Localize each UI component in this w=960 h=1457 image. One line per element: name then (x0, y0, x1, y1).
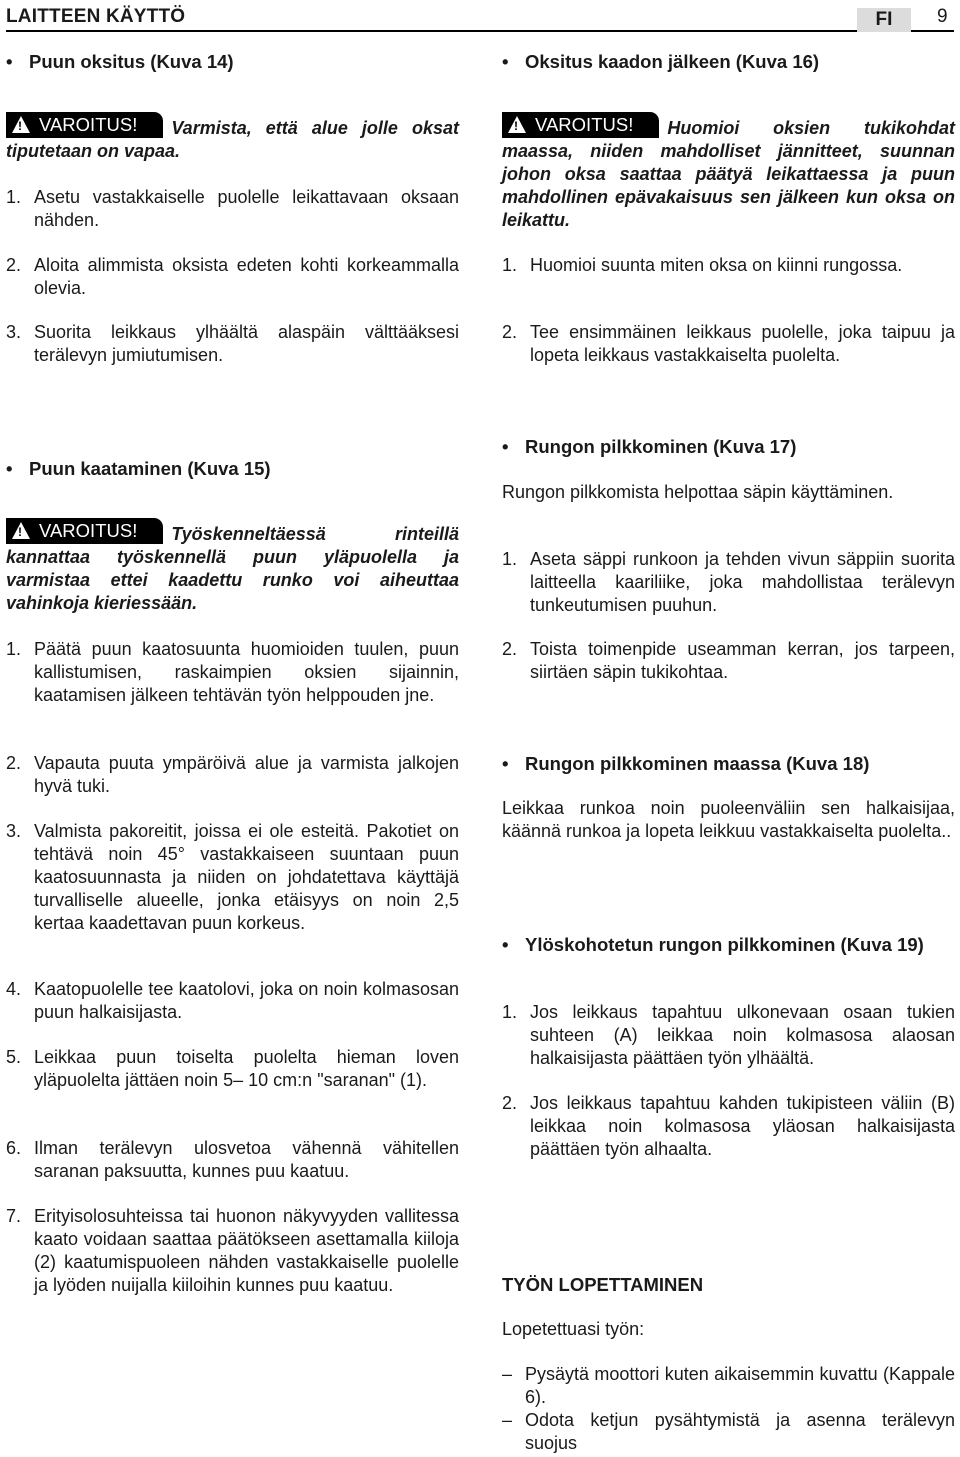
page-header-title: LAITTEEN KÄYTTÖ (6, 6, 186, 27)
bullet-icon: • (502, 436, 509, 457)
list-item: – Odota ketjun pysähtymistä ja asenna terälevyn suojus (502, 1410, 955, 1453)
warning-box (502, 112, 955, 232)
warning-badge: !VAROITUS! (6, 112, 163, 138)
bullet-icon: • (6, 458, 13, 479)
section-heading-finishing: TYÖN LOPETTAMINEN (502, 1274, 704, 1295)
list-item: 2. Aloita alimmista oksista edeten kohti korkeammalla olevia. (6, 255, 459, 298)
list-item: 1. Jos leikkaus tapahtuu ulkonevaan osaan tukien suhteen (A) leikkaa noin kolmasosa alaosan halkaisijasta päättäen työn ylhäältä. (502, 1002, 955, 1068)
section-heading-felling: • Puun kaataminen (Kuva 15) (6, 458, 271, 479)
language-badge: FI (857, 8, 911, 32)
warning-triangle-icon (12, 522, 30, 539)
warning-text: Työskenneltäessä rinteillä kannattaa työskennellä puun yläpuolella ja varmistaa ettei kaadettu runko voi aiheuttaa vahinkoja kieriessään. (6, 524, 459, 613)
list-item: 2. Tee ensimmäinen leikkaus puolelle, joka taipuu ja lopeta leikkaus vastakkaiselta puolelta. (502, 322, 955, 365)
warning-text: Varmista, että alue jolle oksat tiputetaan on vapaa. (6, 118, 459, 161)
list-item: 3. Suorita leikkaus ylhäältä alaspäin välttääksesi terälevyn jumiutumisen. (6, 322, 459, 365)
paragraph: Rungon pilkkomista helpottaa säpin käyttäminen. (502, 482, 894, 502)
list-item: 7. Erityisolosuhteissa tai huonon näkyvyyden vallitessa kaato voidaan saattaa päätökseen asettamalla kiiloja (2) kaatumispuoleen nähden vastakkaiselle puolelle ja lyöden nuijalla kiiloihin kunnes puu kaatuu. (6, 1206, 459, 1295)
list-item: 5. Leikkaa puun toiselta puolelta hieman loven yläpuolelta jättäen noin 5– 10 cm:n "saranan" (1). (6, 1047, 459, 1090)
list-item: – Pysäytä moottori kuten aikaisemmin kuvattu (Kappale 6). (502, 1364, 955, 1407)
list-item: 4. Kaatopuolelle tee kaatolovi, joka on noin kolmasosan puun halkaisijasta. (6, 979, 459, 1022)
page-number: 9 (937, 6, 948, 27)
list-item: 2. Vapauta puuta ympäröivä alue ja varmista jalkojen hyvä tuki. (6, 753, 459, 796)
section-heading-delimbing: • Oksitus kaadon jälkeen (Kuva 16) (502, 51, 820, 72)
section-heading-pruning: • Puun oksitus (Kuva 14) (6, 51, 234, 72)
list-item: 1. Aseta säppi runkoon ja tehden vivun säppiin suorita laitteella kaariliike, joka mahdollistaa terälevyn tunkeutumisen puuhun. (502, 549, 955, 615)
warning-badge: !VAROITUS! (6, 518, 163, 544)
warning-text: Huomioi oksien tukikohdat maassa, niiden mahdolliset jännitteet, suunnan johon oksa saattaa päätyä leikattaessa ja puun mahdollinen epävakaisuus sen jälkeen kun oksa on leikattu. (502, 118, 955, 230)
bullet-icon: • (502, 753, 509, 774)
bullet-icon: • (502, 51, 509, 72)
list-item: 1. Huomioi suunta miten oksa on kiinni rungossa. (502, 255, 903, 275)
bullet-icon: • (502, 934, 509, 955)
section-heading-bucking: • Rungon pilkkominen (Kuva 17) (502, 436, 797, 457)
warning-box (6, 112, 459, 163)
header-rule (6, 30, 954, 32)
warning-triangle-icon (508, 116, 526, 133)
section-heading-bucking-ground: • Rungon pilkkominen maassa (Kuva 18) (502, 753, 870, 774)
bullet-icon: • (6, 51, 13, 72)
list-item: 1. Päätä puun kaatosuunta huomioiden tuulen, puun kallistumisen, raskaimpien oksien sijainnin, kaatamisen jälkeen tehtävän työn helppouden jne. (6, 639, 459, 705)
section-heading-bucking-raised: • Ylöskohotetun rungon pilkkominen (Kuva 19) (502, 934, 924, 955)
warning-box (6, 518, 459, 615)
warning-badge: !VAROITUS! (502, 112, 659, 138)
paragraph: Lopetettuasi työn: (502, 1319, 645, 1339)
list-item: 2. Toista toimenpide useamman kerran, jos tarpeen, siirtäen säpin tukikohtaa. (502, 639, 955, 682)
paragraph: Leikkaa runkoa noin puoleenväliin sen halkaisijaa, käännä runkoa ja lopeta leikkuu vastakkaiselta puolelta.. (502, 798, 955, 841)
list-item: 1. Asetu vastakkaiselle puolelle leikattavaan oksaan nähden. (6, 187, 459, 230)
warning-triangle-icon (12, 116, 30, 133)
list-item: 2. Jos leikkaus tapahtuu kahden tukipisteen väliin (B) leikkaa noin kolmasosa yläosan halkaisijasta päättäen työn alhaalta. (502, 1093, 955, 1159)
list-item: 3. Valmista pakoreitit, joissa ei ole esteitä. Pakotiet on tehtävä noin 45° vastakkaiseen suuntaan puun kaatosuunnasta ja niiden on johdatettava käyttäjä turvalliselle alueelle, jonka etäisyys on noin 2,5 kertaa kaadettavan puun korkeus. (6, 821, 459, 933)
list-item: 6. Ilman terälevyn ulosvetoa vähennä vähitellen saranan paksuutta, kunnes puu kaatuu. (6, 1138, 459, 1181)
